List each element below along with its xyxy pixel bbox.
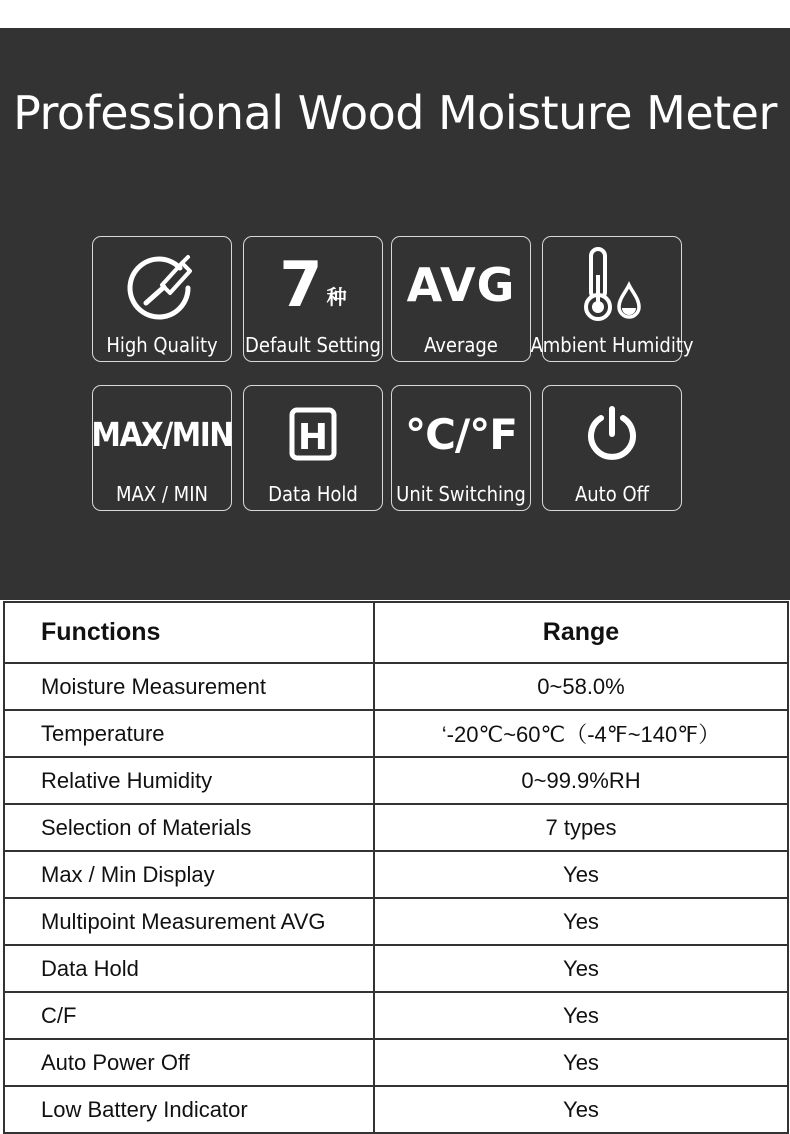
- range-cell: 0~99.9%RH: [374, 757, 788, 804]
- header-range: Range: [374, 602, 788, 663]
- thermometer-drop-icon: [543, 247, 681, 323]
- avg-icon: [392, 247, 530, 323]
- page-title: Professional Wood Moisture Meter: [13, 86, 777, 140]
- function-cell: Temperature: [4, 710, 374, 757]
- feature-label: Auto Off: [574, 482, 650, 506]
- table-row: [4, 851, 788, 898]
- feature-label: MAX / MIN: [116, 482, 208, 506]
- table-row: [4, 992, 788, 1039]
- feature-label: Default Setting: [245, 333, 381, 357]
- range-cell: Yes: [374, 851, 788, 898]
- range-cell: Yes: [374, 945, 788, 992]
- pen-gauge-icon: [93, 247, 231, 323]
- header-functions: Functions: [4, 602, 374, 663]
- table-row: [4, 804, 788, 851]
- table-row: [4, 757, 788, 804]
- table-header-row: [4, 602, 788, 663]
- function-cell: Selection of Materials: [4, 804, 374, 851]
- power-icon: [543, 396, 681, 472]
- feature-label: High Quality: [106, 333, 218, 357]
- function-cell: Data Hold: [4, 945, 374, 992]
- feature-default-setting: [243, 236, 383, 362]
- feature-unit-switching: [391, 385, 531, 511]
- feature-label: Average: [424, 333, 498, 357]
- function-cell: Low Battery Indicator: [4, 1086, 374, 1133]
- feature-auto-off: [542, 385, 682, 511]
- table-row: [4, 1086, 788, 1133]
- unit-glyph: °C/°F: [405, 409, 517, 459]
- feature-data-hold: [243, 385, 383, 511]
- table-row: [4, 898, 788, 945]
- unit-icon: [392, 396, 530, 472]
- table-row: [4, 945, 788, 992]
- function-cell: Auto Power Off: [4, 1039, 374, 1086]
- feature-label: Data Hold: [268, 482, 358, 506]
- spec-table: [3, 601, 789, 1134]
- feature-label: Unit Switching: [396, 482, 526, 506]
- range-cell: 0~58.0%: [374, 663, 788, 710]
- table-row: [4, 663, 788, 710]
- avg-glyph: AVG: [406, 258, 516, 312]
- range-cell: Yes: [374, 992, 788, 1039]
- table-row: [4, 1039, 788, 1086]
- range-cell: Yes: [374, 1039, 788, 1086]
- function-cell: C/F: [4, 992, 374, 1039]
- range-cell: Yes: [374, 1086, 788, 1133]
- feature-max-min: [92, 385, 232, 511]
- feature-label: Ambient Humidity: [530, 333, 694, 357]
- hold-glyph: H: [297, 417, 329, 458]
- seven-sub-glyph: 种: [326, 285, 347, 309]
- range-cell: ‘-20℃~60℃（-4℉~140℉）: [374, 710, 788, 757]
- function-cell: Moisture Measurement: [4, 663, 374, 710]
- seven-icon: [244, 247, 382, 323]
- function-cell: Max / Min Display: [4, 851, 374, 898]
- feature-ambient-humidity: [530, 236, 694, 362]
- hold-icon: [244, 396, 382, 472]
- feature-average: [391, 236, 531, 362]
- range-cell: 7 types: [374, 804, 788, 851]
- function-cell: Multipoint Measurement AVG: [4, 898, 374, 945]
- table-row: [4, 710, 788, 757]
- seven-glyph: 7: [279, 248, 323, 321]
- range-cell: Yes: [374, 898, 788, 945]
- maxmin-glyph: MAX/MIN: [91, 414, 233, 454]
- maxmin-icon: [93, 396, 231, 472]
- function-cell: Relative Humidity: [4, 757, 374, 804]
- feature-high-quality: [92, 236, 232, 362]
